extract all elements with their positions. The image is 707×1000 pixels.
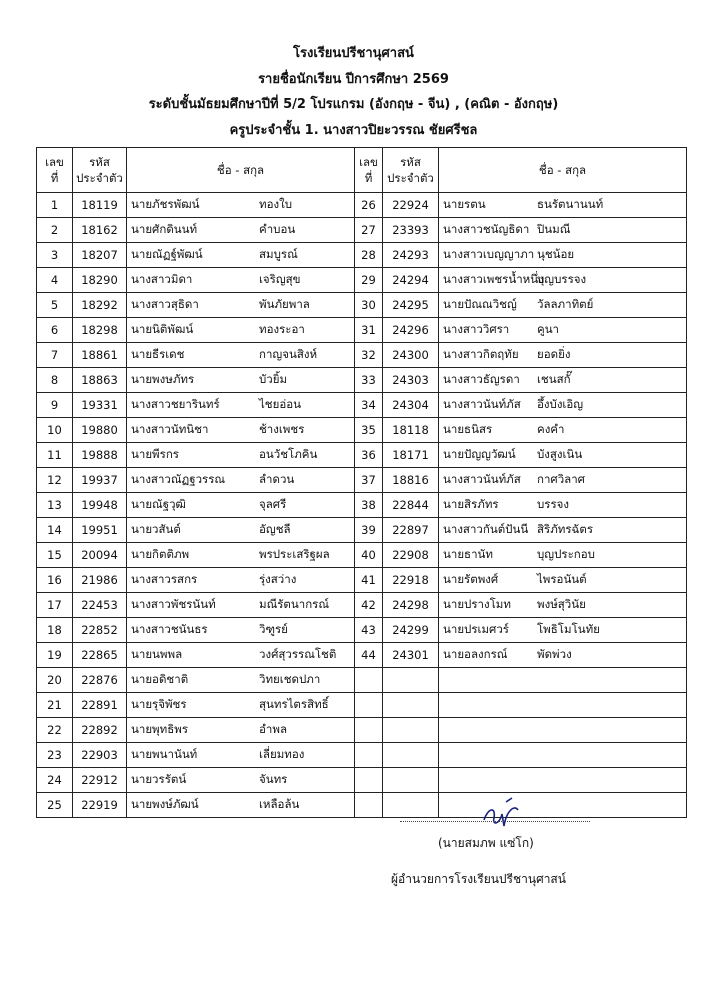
- student-number: 37: [355, 468, 383, 493]
- student-name: [439, 668, 687, 693]
- student-last-name: นุชน้อย: [537, 247, 575, 261]
- student-id: 22903: [73, 743, 127, 768]
- student-id: 18298: [73, 318, 127, 343]
- student-first-name: นางสาวรสกร: [131, 572, 198, 586]
- student-name: [127, 668, 355, 693]
- table-row: [37, 418, 687, 443]
- col-header-id: รหัส ประจำตัว: [383, 148, 439, 193]
- student-name: [127, 443, 355, 468]
- student-last-name: เชนสกั๊: [537, 372, 571, 386]
- student-number: 1: [37, 193, 73, 218]
- student-id: 22852: [73, 618, 127, 643]
- table-row: [37, 343, 687, 368]
- student-number: 27: [355, 218, 383, 243]
- student-id: 24293: [383, 243, 439, 268]
- student-first-name: นางสาวกิตฤทัย: [443, 347, 519, 361]
- student-first-name: นางสาวชยารินทร์: [131, 397, 220, 411]
- student-last-name: เลี่ยมทอง: [259, 747, 305, 761]
- student-id: 22891: [73, 693, 127, 718]
- student-last-name: บุญบรรจง: [537, 272, 587, 286]
- student-id: 24300: [383, 343, 439, 368]
- student-name: [439, 443, 687, 468]
- student-number: 7: [37, 343, 73, 368]
- student-id: 18119: [73, 193, 127, 218]
- table-row: [37, 643, 687, 668]
- table-row: [37, 443, 687, 468]
- student-id: 22919: [73, 793, 127, 818]
- student-number: 6: [37, 318, 73, 343]
- student-number: 41: [355, 568, 383, 593]
- student-name: [439, 193, 687, 218]
- student-number: [355, 793, 383, 818]
- student-id: 22453: [73, 593, 127, 618]
- student-last-name: สมบูรณ์: [259, 247, 298, 261]
- student-first-name: นายปรเมศวร์: [443, 622, 509, 636]
- student-first-name: นายพีรกร: [131, 447, 179, 461]
- student-name: [127, 193, 355, 218]
- student-name: [127, 343, 355, 368]
- student-name: [439, 343, 687, 368]
- student-first-name: นายรุจิพัชร: [131, 697, 187, 711]
- student-number: 17: [37, 593, 73, 618]
- student-name: [439, 568, 687, 593]
- class-level: ระดับชั้นมัธยมศึกษาปีที่ 5/2 โปรแกรม (อังกฤษ - จีน) , (คณิต - อังกฤษ): [148, 97, 559, 112]
- student-first-name: นางสาวณัฏฐวรรณ: [131, 472, 226, 486]
- student-number: 13: [37, 493, 73, 518]
- student-id: 22876: [73, 668, 127, 693]
- student-id: 18162: [73, 218, 127, 243]
- student-number: 20: [37, 668, 73, 693]
- student-last-name: ไพรอนันต์: [537, 572, 587, 586]
- table-row: [37, 318, 687, 343]
- student-name: [127, 493, 355, 518]
- table-row: [37, 743, 687, 768]
- col-header-id: รหัส ประจำตัว: [73, 148, 127, 193]
- col-header-no: เลข ที่: [355, 148, 383, 193]
- table-row: [37, 718, 687, 743]
- student-id: 20094: [73, 543, 127, 568]
- student-number: 29: [355, 268, 383, 293]
- student-id: 18861: [73, 343, 127, 368]
- student-id: 24298: [383, 593, 439, 618]
- student-name: [439, 318, 687, 343]
- student-name: [127, 793, 355, 818]
- student-name: [127, 318, 355, 343]
- student-name: [127, 693, 355, 718]
- table-row: [37, 768, 687, 793]
- student-last-name: สิริภัทรฉัตร: [537, 522, 594, 536]
- student-id: 24299: [383, 618, 439, 643]
- student-id: 19951: [73, 518, 127, 543]
- student-number: 14: [37, 518, 73, 543]
- table-row: [37, 268, 687, 293]
- student-last-name: มณีรัตนากรณ์: [259, 597, 330, 611]
- student-name: [439, 543, 687, 568]
- table-row: [37, 518, 687, 543]
- student-last-name: คงคำ: [537, 422, 565, 436]
- student-id: 18292: [73, 293, 127, 318]
- student-name: [127, 368, 355, 393]
- student-name: [127, 218, 355, 243]
- table-row: [37, 793, 687, 818]
- student-name: [439, 768, 687, 793]
- student-first-name: นายนพพล: [131, 647, 183, 661]
- student-name: [439, 743, 687, 768]
- student-last-name: บุญประกอบ: [537, 547, 595, 561]
- student-number: 3: [37, 243, 73, 268]
- student-name: [127, 293, 355, 318]
- student-number: 12: [37, 468, 73, 493]
- student-number: 8: [37, 368, 73, 393]
- student-id: 24301: [383, 643, 439, 668]
- student-number: 36: [355, 443, 383, 468]
- student-number: 38: [355, 493, 383, 518]
- student-name: [439, 618, 687, 643]
- student-id: [383, 718, 439, 743]
- student-first-name: นายณัฐวุฒิ: [131, 497, 186, 511]
- student-id: 22865: [73, 643, 127, 668]
- student-name: [127, 518, 355, 543]
- student-id: 21986: [73, 568, 127, 593]
- student-id: 19937: [73, 468, 127, 493]
- student-first-name: นายพุทธิพร: [131, 722, 188, 736]
- student-number: 26: [355, 193, 383, 218]
- student-number: 39: [355, 518, 383, 543]
- student-last-name: กาศวิลาศ: [537, 472, 585, 486]
- student-id: 19948: [73, 493, 127, 518]
- signer-position: ผู้อำนวยการโรงเรียนปรีชานุศาสน์: [391, 872, 566, 886]
- table-row: [37, 218, 687, 243]
- student-name: [439, 693, 687, 718]
- student-number: 21: [37, 693, 73, 718]
- student-first-name: นางสาวนันท์ภัส: [443, 397, 521, 411]
- student-first-name: นายอดิชาติ: [131, 672, 189, 686]
- student-number: 4: [37, 268, 73, 293]
- student-last-name: อำพล: [259, 722, 287, 736]
- student-id: 22897: [383, 518, 439, 543]
- student-number: 10: [37, 418, 73, 443]
- student-number: 42: [355, 593, 383, 618]
- student-last-name: บัวยิ้ม: [259, 372, 288, 386]
- student-first-name: นายวรรัตน์: [131, 772, 187, 786]
- student-last-name: กาญจนสิงห์: [259, 347, 318, 361]
- student-id: [383, 743, 439, 768]
- student-first-name: นางสาวนันท์ภัส: [443, 472, 521, 486]
- student-name: [127, 468, 355, 493]
- student-first-name: นายณัฏฐ์พัฒน์: [131, 247, 203, 261]
- student-name: [439, 493, 687, 518]
- student-number: 19: [37, 643, 73, 668]
- student-name: [439, 368, 687, 393]
- table-row: [37, 568, 687, 593]
- student-first-name: นางสาวชนันธร: [131, 622, 208, 636]
- table-row: [37, 393, 687, 418]
- student-number: [355, 668, 383, 693]
- table-row: [37, 618, 687, 643]
- student-name: [127, 418, 355, 443]
- student-name: [439, 643, 687, 668]
- student-id: 23393: [383, 218, 439, 243]
- student-first-name: นายภัชรพัฒน์: [131, 197, 200, 211]
- student-first-name: นายธนิสร: [443, 422, 493, 436]
- student-first-name: นายพงษภัทร: [131, 372, 195, 386]
- student-name: [439, 218, 687, 243]
- col-header-no: เลข ที่: [37, 148, 73, 193]
- student-last-name: ทองระอา: [259, 322, 305, 336]
- signature-line: [400, 821, 590, 822]
- student-number: 18: [37, 618, 73, 643]
- student-id: [383, 668, 439, 693]
- student-first-name: นางสาวพัชรนันท์: [131, 597, 216, 611]
- student-first-name: นายปัณณวิชญ์: [443, 297, 517, 311]
- table-row: [37, 493, 687, 518]
- student-number: 2: [37, 218, 73, 243]
- student-id: 18207: [73, 243, 127, 268]
- student-name: [127, 643, 355, 668]
- student-id: 19880: [73, 418, 127, 443]
- student-last-name: ทองใบ: [259, 197, 293, 211]
- student-first-name: นายพงษ์ภัฒน์: [131, 797, 199, 811]
- student-first-name: นางสาวมิดา: [131, 272, 193, 286]
- student-number: 15: [37, 543, 73, 568]
- student-number: 9: [37, 393, 73, 418]
- student-first-name: นายพนานันท์: [131, 747, 198, 761]
- student-number: 30: [355, 293, 383, 318]
- student-first-name: นางสาวธัญรดา: [443, 372, 520, 386]
- signer-name: (นายสมภพ แซ่โก): [438, 836, 534, 850]
- student-last-name: วงศ์สุวรรณโชติ: [259, 647, 337, 661]
- student-id: 22892: [73, 718, 127, 743]
- table-row: [37, 243, 687, 268]
- student-last-name: วิฑูรย์: [259, 622, 288, 636]
- student-roster-table: [36, 147, 687, 818]
- student-first-name: นายศักดินนท์: [131, 222, 198, 236]
- student-id: 18118: [383, 418, 439, 443]
- student-id: [383, 693, 439, 718]
- student-number: 25: [37, 793, 73, 818]
- student-id: 22844: [383, 493, 439, 518]
- student-last-name: พันภัยพาล: [259, 297, 310, 311]
- student-first-name: นางสาวกันต์ปันนี: [443, 522, 529, 536]
- table-row: [37, 668, 687, 693]
- student-name: [439, 418, 687, 443]
- student-last-name: เจริญสุข: [259, 272, 301, 286]
- student-name: [439, 593, 687, 618]
- student-last-name: อึ้งบังเอิญ: [537, 397, 584, 411]
- student-name: [127, 718, 355, 743]
- col-header-name: ชื่อ - สกุล: [439, 148, 687, 193]
- student-number: 11: [37, 443, 73, 468]
- student-id: 22912: [73, 768, 127, 793]
- student-first-name: นายปรางโมท: [443, 597, 511, 611]
- student-name: [127, 593, 355, 618]
- student-number: [355, 768, 383, 793]
- student-number: 44: [355, 643, 383, 668]
- student-first-name: นางสาวสุธิดา: [131, 297, 199, 311]
- student-last-name: วิทยเชดปภา: [259, 672, 321, 686]
- student-last-name: อัญชลี: [259, 522, 291, 536]
- student-name: [127, 393, 355, 418]
- student-id: 24296: [383, 318, 439, 343]
- student-id: 22918: [383, 568, 439, 593]
- student-id: 24295: [383, 293, 439, 318]
- student-name: [439, 718, 687, 743]
- student-name: [127, 568, 355, 593]
- student-name: [127, 268, 355, 293]
- student-name: [439, 268, 687, 293]
- student-last-name: ช้างเพชร: [259, 422, 305, 436]
- school-name: โรงเรียนปรีชานุศาสน์: [293, 46, 414, 61]
- student-last-name: พงษ์สุวินัย: [537, 597, 586, 611]
- table-row: [37, 293, 687, 318]
- student-first-name: นางสาววิศรา: [443, 322, 510, 336]
- student-number: 35: [355, 418, 383, 443]
- student-id: 24294: [383, 268, 439, 293]
- list-title: รายชื่อนักเรียน ปีการศึกษา 2569: [258, 72, 449, 87]
- student-last-name: บังสูงเนิน: [537, 447, 583, 461]
- student-first-name: นางสาวเพชรน้ำหนึ่ง: [443, 272, 544, 286]
- student-name: [439, 293, 687, 318]
- student-name: [439, 793, 687, 818]
- student-first-name: นายธานัท: [443, 547, 493, 561]
- student-number: [355, 718, 383, 743]
- student-last-name: วัลลภาทิตย์: [537, 297, 594, 311]
- student-first-name: นายสิรภัทร: [443, 497, 499, 511]
- student-id: 18863: [73, 368, 127, 393]
- student-name: [127, 743, 355, 768]
- student-last-name: พรประเสริฐผล: [259, 547, 330, 561]
- col-header-name: ชื่อ - สกุล: [127, 148, 355, 193]
- student-last-name: เหลือล้น: [259, 797, 300, 811]
- student-last-name: ไชยอ่อน: [259, 397, 302, 411]
- student-first-name: นายปัญญวัฒน์: [443, 447, 516, 461]
- student-number: [355, 743, 383, 768]
- student-first-name: นางสาวชนัญธิดา: [443, 222, 530, 236]
- student-last-name: ลำดวน: [259, 472, 295, 486]
- student-first-name: นายธีรเดช: [131, 347, 185, 361]
- student-id: 24304: [383, 393, 439, 418]
- student-name: [127, 243, 355, 268]
- student-id: 19888: [73, 443, 127, 468]
- student-last-name: รุ่งสว่าง: [259, 572, 297, 586]
- table-row: [37, 193, 687, 218]
- director-signature: [478, 790, 528, 834]
- student-number: 34: [355, 393, 383, 418]
- table-row: [37, 693, 687, 718]
- student-name: [127, 618, 355, 643]
- student-number: 23: [37, 743, 73, 768]
- student-id: [383, 768, 439, 793]
- student-number: 24: [37, 768, 73, 793]
- student-first-name: นายวสันต์: [131, 522, 181, 536]
- table-row: [37, 368, 687, 393]
- student-number: 33: [355, 368, 383, 393]
- student-last-name: จุลศรี: [259, 497, 287, 511]
- student-first-name: นายอลงกรณ์: [443, 647, 508, 661]
- student-last-name: คูนา: [537, 322, 560, 336]
- student-id: 22908: [383, 543, 439, 568]
- student-last-name: ธนรัตนานนท์: [537, 197, 604, 211]
- student-name: [127, 768, 355, 793]
- student-last-name: ปินมณี: [537, 222, 571, 236]
- student-number: 16: [37, 568, 73, 593]
- student-number: [355, 693, 383, 718]
- student-first-name: นายกิตติภพ: [131, 547, 190, 561]
- student-first-name: นายรัตพงศ์: [443, 572, 499, 586]
- student-first-name: นางสาวเบญญาภา: [443, 247, 535, 261]
- student-last-name: จันทร: [259, 772, 288, 786]
- table-row: [37, 543, 687, 568]
- student-last-name: บรรจง: [537, 497, 570, 511]
- student-last-name: สุนทรไตรสิทธิ์: [259, 697, 329, 711]
- student-last-name: โพธิโมโนทัย: [537, 622, 600, 636]
- student-name: [439, 518, 687, 543]
- student-id: 18171: [383, 443, 439, 468]
- table-row: [37, 468, 687, 493]
- student-number: 43: [355, 618, 383, 643]
- table-row: [37, 593, 687, 618]
- student-number: 22: [37, 718, 73, 743]
- student-id: 24303: [383, 368, 439, 393]
- student-first-name: นางสาวนัทนิชา: [131, 422, 209, 436]
- student-number: 32: [355, 343, 383, 368]
- student-id: [383, 793, 439, 818]
- table-header-row: [37, 148, 687, 193]
- student-id: 18290: [73, 268, 127, 293]
- student-number: 28: [355, 243, 383, 268]
- student-name: [127, 543, 355, 568]
- student-name: [439, 393, 687, 418]
- student-first-name: นายนิติพัฒน์: [131, 322, 194, 336]
- student-last-name: พัดพ่วง: [537, 647, 572, 661]
- student-last-name: ยอดยิ่ง: [537, 347, 571, 361]
- student-first-name: นายรตน: [443, 197, 486, 211]
- student-number: 5: [37, 293, 73, 318]
- student-name: [439, 243, 687, 268]
- student-id: 18816: [383, 468, 439, 493]
- student-id: 19331: [73, 393, 127, 418]
- student-id: 22924: [383, 193, 439, 218]
- homeroom-teacher: ครูประจำชั้น 1. นางสาวปิยะวรรณ ชัยศรีชล: [229, 123, 478, 138]
- student-number: 40: [355, 543, 383, 568]
- student-name: [439, 468, 687, 493]
- student-last-name: อนวัชโภคิน: [259, 447, 318, 461]
- student-last-name: คำบอน: [259, 222, 296, 236]
- student-number: 31: [355, 318, 383, 343]
